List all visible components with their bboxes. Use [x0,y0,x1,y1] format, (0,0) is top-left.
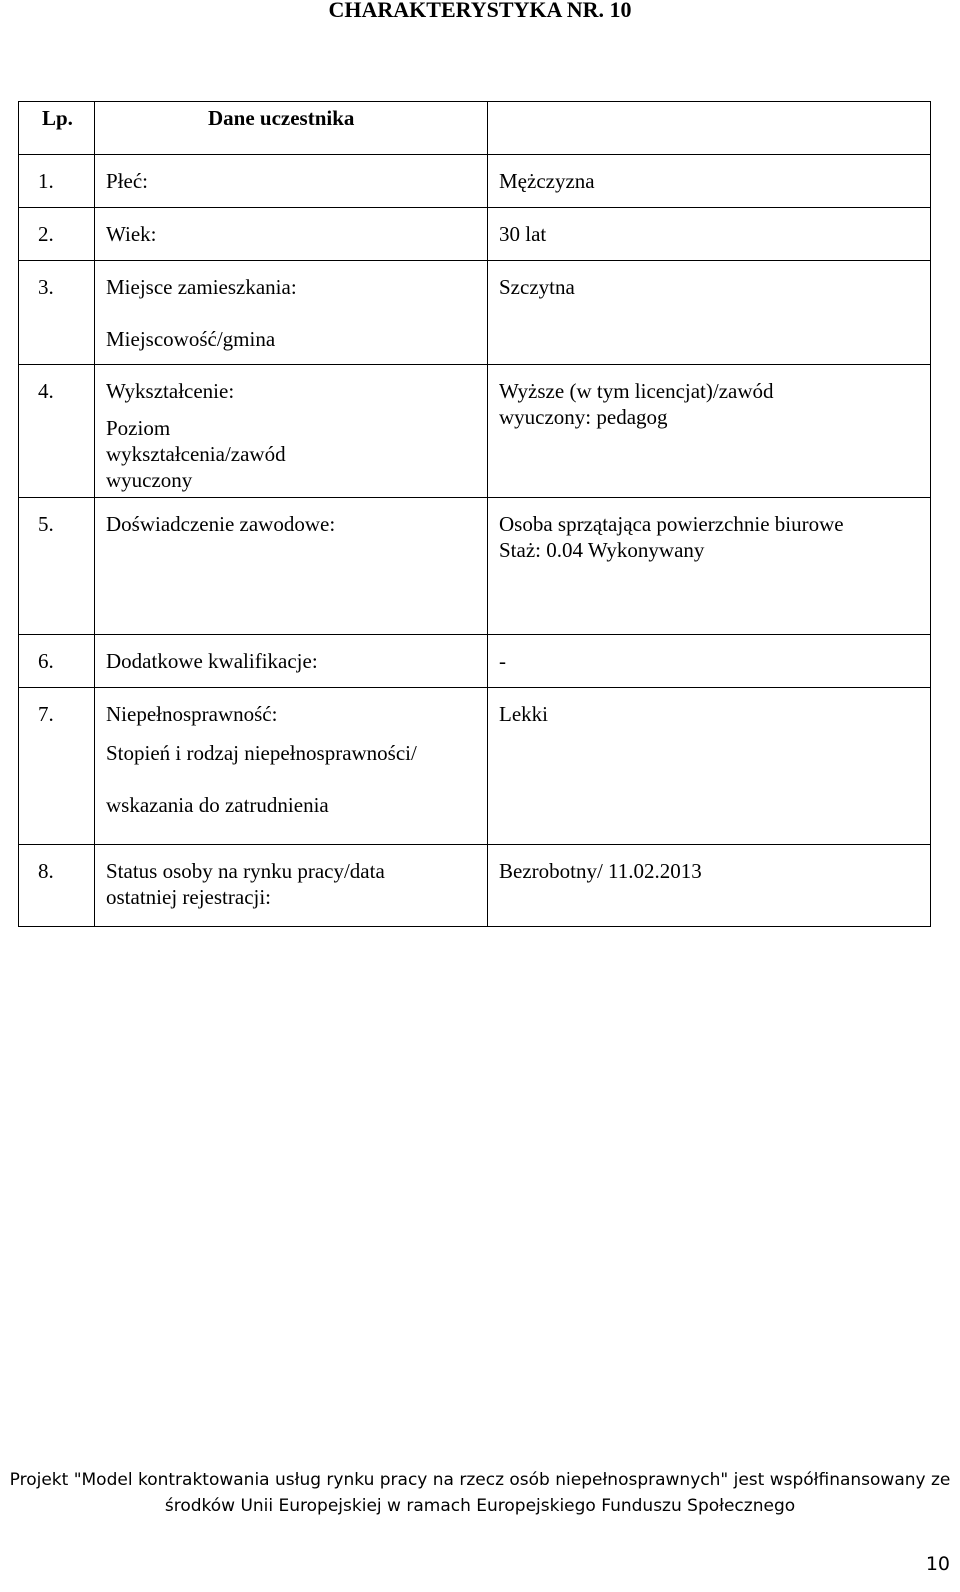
row-sublabel-secondary: wskazania do zatrudnienia [106,793,329,817]
table-row [19,688,931,845]
row-value: Mężczyzna [499,169,595,193]
row-label: Niepełnosprawność: [106,702,278,726]
table-row [19,845,931,927]
table-row [19,155,931,208]
row-value: Wyższe (w tym licencjat)/zawód wyuczony: pedagog [499,379,774,429]
row-number: 4. [38,379,54,403]
row-value: Bezrobotny/ 11.02.2013 [499,859,702,883]
row-sublabel: Poziom wykształcenia/zawód wyuczony [106,416,286,492]
row-sublabel: Miejscowość/gmina [106,327,276,351]
header-value-cell [488,102,931,155]
table-header-row [19,102,931,155]
table-row [19,261,931,365]
footer-line-1: Projekt "Model kontraktowania usług rynku pracy na rzecz osób niepełnosprawnych" jest współfinansowany ze [9,1470,951,1490]
page-number: 10 [925,1553,950,1575]
header-value [488,102,930,115]
row-value: Szczytna [499,275,575,299]
row-label: Wiek: [106,222,157,246]
row-value: - [499,649,506,673]
header-label-cell [95,102,488,155]
header-lp-cell [19,102,95,155]
row-number: 3. [38,275,54,299]
row-value: Lekki [499,702,548,726]
row-label: Wykształcenie: [106,379,235,403]
footer-line-2: środków Unii Europejskiej w ramach Europejskiego Funduszu Społecznego [164,1496,796,1516]
table-row [19,498,931,635]
row-number: 2. [38,222,54,246]
header-label: Dane uczestnika [208,106,355,130]
table-row [19,208,931,261]
row-number: 7. [38,702,54,726]
row-number: 8. [38,859,54,883]
row-number: 5. [38,512,54,536]
row-sublabel: Stopień i rodzaj niepełnosprawności/ [106,741,417,765]
row-value: 30 lat [499,222,547,246]
row-label: Doświadczenie zawodowe: [106,512,336,536]
row-number: 6. [38,649,54,673]
footer-note [0,1467,960,1519]
row-label: Dodatkowe kwalifikacje: [106,649,318,673]
header-lp: Lp. [42,106,73,130]
table-row [19,365,931,498]
row-value-secondary: Staż: 0.04 Wykonywany [499,538,705,562]
row-number: 1. [38,169,54,193]
participant-data-table [18,101,931,927]
row-label: Płeć: [106,169,148,193]
table-row [19,635,931,688]
row-label: Status osoby na rynku pracy/data ostatniej rejestracji: [106,859,385,909]
row-value: Osoba sprzątająca powierzchnie biurowe [499,512,844,536]
row-label: Miejsce zamieszkania: [106,275,297,299]
document-title: CHARAKTERYSTYKA NR. 10 [328,0,632,22]
